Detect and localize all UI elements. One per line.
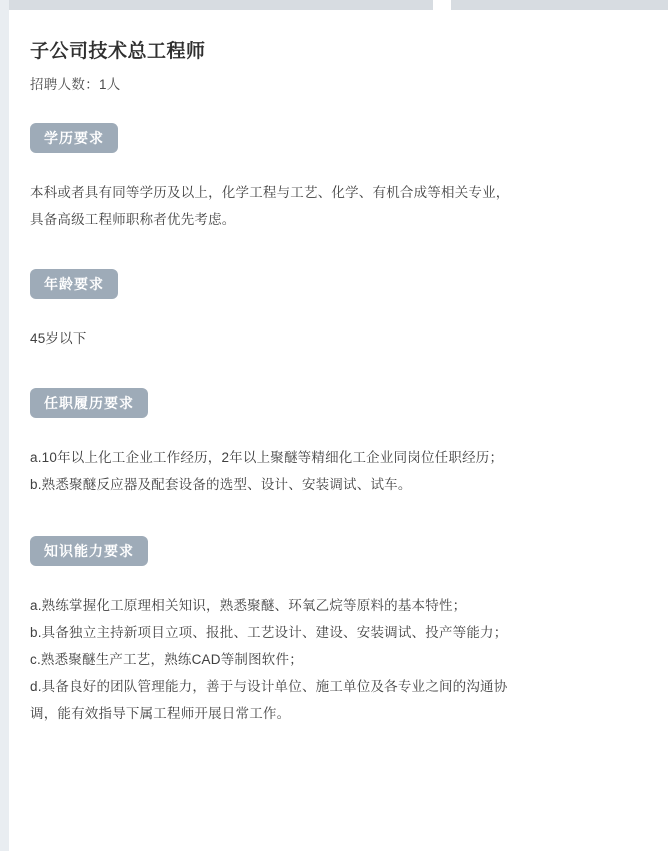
section-tag-age: 年龄要求 [30, 269, 118, 299]
section-age [30, 269, 638, 352]
body-line: c.熟悉聚醚生产工艺，熟练CAD等制图软件； [30, 652, 303, 667]
body-line: d.具备良好的团队管理能力，善于与设计单位、施工单位及各专业之间的沟通协 [30, 679, 508, 694]
section-body-knowledge [30, 592, 638, 727]
left-accent-bar [0, 0, 9, 851]
top-strip-segment-left [9, 0, 433, 10]
body-line: 本科或者具有同等学历及以上，化学工程与工艺、化学、有机合成等相关专业， [30, 185, 510, 200]
body-line: b.熟悉聚醚反应器及配套设备的选型、设计、安装调试、试车。 [30, 477, 412, 492]
body-line: a.熟练掌握化工原理相关知识，熟悉聚醚、环氧乙烷等原料的基本特性； [30, 598, 467, 613]
body-line: 调，能有效指导下属工程师开展日常工作。 [30, 706, 291, 721]
top-decorative-strip [9, 0, 668, 10]
section-body-education [30, 179, 638, 233]
top-strip-gap [433, 0, 451, 10]
body-line: a.10年以上化工企业工作经历，2年以上聚醚等精细化工企业同岗位任职经历； [30, 450, 504, 465]
page-title: 子公司技术总工程师 [30, 41, 206, 62]
body-line: 45岁以下 [30, 331, 87, 346]
section-tag-knowledge: 知识能力要求 [30, 536, 148, 566]
section-knowledge [30, 536, 638, 727]
body-line: 具备高级工程师职称者优先考虑。 [30, 212, 236, 227]
section-body-experience [30, 444, 638, 498]
section-education [30, 123, 638, 233]
document-content [9, 10, 668, 851]
section-body-age [30, 325, 638, 352]
section-experience [30, 388, 638, 498]
body-line: b.具备独立主持新项目立项、报批、工艺设计、建设、安装调试、投产等能力； [30, 625, 508, 640]
section-tag-education: 学历要求 [30, 123, 118, 153]
top-strip-segment-right [451, 0, 668, 10]
headcount-label: 招聘人数：1人 [30, 77, 121, 92]
section-tag-experience: 任职履历要求 [30, 388, 148, 418]
